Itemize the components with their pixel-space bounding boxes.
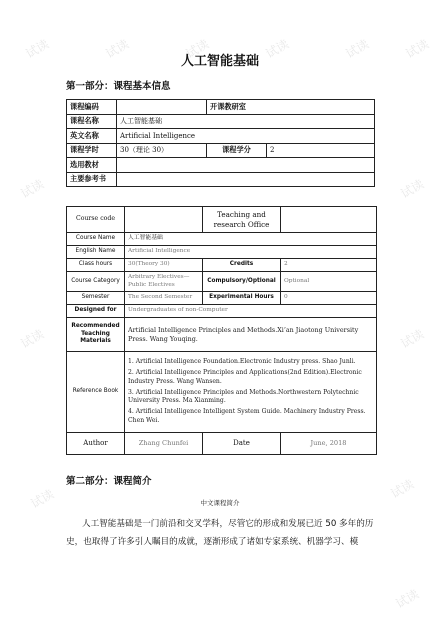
experimental-hours-label: Experimental Hours — [203, 292, 281, 305]
compulsory-value: Optional — [281, 272, 377, 292]
experimental-hours-value: 0 — [281, 292, 377, 305]
watermark: 试读 — [18, 176, 47, 201]
section-1-heading: 第一部分：课程基本信息 — [66, 81, 171, 92]
recommended-materials-value: Artificial Intelligence Principles and Methods.Xi’an Jiaotong University Press. Wang Youqing. — [125, 318, 377, 352]
list-item: 3. Artificial Intelligence Principles and Methods.Northwestern Polytechnic University Press. Ma Xianming. — [128, 388, 359, 405]
table-row — [67, 272, 377, 292]
list-item: 4. Artificial Intelligence Intelligent System Guide. Machinery Industry Press. Chen Wei. — [128, 408, 366, 425]
english-name-label: English Name — [67, 246, 125, 259]
credits-value: 2 — [267, 143, 375, 158]
table-row — [67, 259, 377, 272]
credits-value: 2 — [281, 259, 377, 272]
author-label: Author — [67, 433, 125, 455]
teaching-office-value — [281, 207, 377, 233]
watermark: 试读 — [393, 586, 422, 611]
category-value: Arbitrary Electives— Public Electives — [125, 272, 203, 292]
author-value: Zhang Chunfei — [125, 433, 203, 455]
watermark: 试读 — [263, 36, 292, 61]
list-item: 2. Artificial Intelligence Principles and Applications(2nd Edition).Electronic Industry Press. Wang Wansen. — [128, 368, 362, 385]
table-row — [67, 114, 375, 129]
watermark: 试读 — [23, 36, 52, 61]
course-code-label: 课程编码 — [67, 100, 117, 115]
table-row — [67, 292, 377, 305]
watermark: 试读 — [28, 486, 57, 511]
watermark: 试读 — [103, 36, 132, 61]
semester-label: Semester — [67, 292, 125, 305]
recommended-materials-label: Recommended Teaching Materials — [67, 318, 125, 352]
date-label: Date — [203, 433, 281, 455]
course-name-label: Course Name — [67, 233, 125, 246]
course-code-value — [125, 207, 203, 233]
intro-paragraph — [66, 515, 380, 551]
table-row — [67, 305, 377, 318]
watermark: 试读 — [398, 326, 427, 351]
table-row — [67, 158, 375, 173]
table-row — [67, 100, 375, 115]
designed-for-label: Designed for — [67, 305, 125, 318]
reference-book-list — [125, 352, 377, 433]
course-name-label: 课程名称 — [67, 114, 117, 129]
table-row — [67, 172, 375, 187]
table-row — [67, 246, 377, 259]
category-label: Course Category — [67, 272, 125, 292]
designed-for-value: Undergraduates of non-Computer — [125, 305, 377, 318]
table-row — [67, 233, 377, 246]
watermark: 试读 — [343, 36, 372, 61]
class-hours-value: 30(Theory 30) — [125, 259, 203, 272]
table-row — [67, 433, 377, 455]
course-info-table-en — [66, 206, 377, 455]
references-label: 主要参考书 — [67, 172, 117, 187]
watermark: 试读 — [183, 36, 212, 61]
watermark: 试读 — [18, 326, 47, 351]
course-info-table-cn — [66, 99, 375, 187]
watermark: 试读 — [398, 176, 427, 201]
hours-value: 30（理论 30） — [117, 143, 207, 158]
credits-label: Credits — [203, 259, 281, 272]
watermark: 试读 — [403, 36, 432, 61]
english-name-label: 英文名称 — [67, 129, 117, 144]
credits-label: 课程学分 — [207, 143, 267, 158]
textbook-label: 选用教材 — [67, 158, 117, 173]
english-name-value: Artificial Intelligence — [117, 129, 375, 144]
list-item: 1. Artificial Intelligence Foundation.Electronic Industry press. Shao Junli. — [128, 358, 356, 366]
intro-subtitle: 中文课程简介 — [200, 499, 240, 507]
document-title: 人工智能基础 — [180, 54, 259, 69]
semester-value: The Second Semester — [125, 292, 203, 305]
teaching-office-label: Teaching and research Office — [203, 207, 281, 233]
table-row — [67, 143, 375, 158]
table-row — [67, 318, 377, 352]
table-row — [67, 352, 377, 433]
date-value: June, 2018 — [281, 433, 377, 455]
teaching-office-label: 开课教研室 — [207, 100, 375, 115]
hours-label: 课程学时 — [67, 143, 117, 158]
textbook-value — [117, 158, 375, 173]
reference-book-label: Reference Book — [67, 352, 125, 433]
references-value — [117, 172, 375, 187]
table-row — [67, 129, 375, 144]
course-name-value: 人工智能基础 — [125, 233, 377, 246]
section-2-heading: 第二部分：课程简介 — [66, 476, 152, 487]
table-row — [67, 207, 377, 233]
course-code-label: Course code — [67, 207, 125, 233]
course-name-value: 人工智能基础 — [117, 114, 375, 129]
course-code-value — [117, 100, 207, 115]
class-hours-label: Class hours — [67, 259, 125, 272]
intro-paragraph-text: 人工智能基础是一门前沿和交叉学科，尽管它的形成和发展已近 50 多年的历史，也取得了许多引人瞩目的成就，逐渐形成了诸如专家系统、机器学习、模 — [66, 519, 374, 547]
compulsory-label: Compulsory/Optional — [203, 272, 281, 292]
english-name-value: Artificial Intelligence — [125, 246, 377, 259]
watermark: 试读 — [388, 476, 417, 501]
